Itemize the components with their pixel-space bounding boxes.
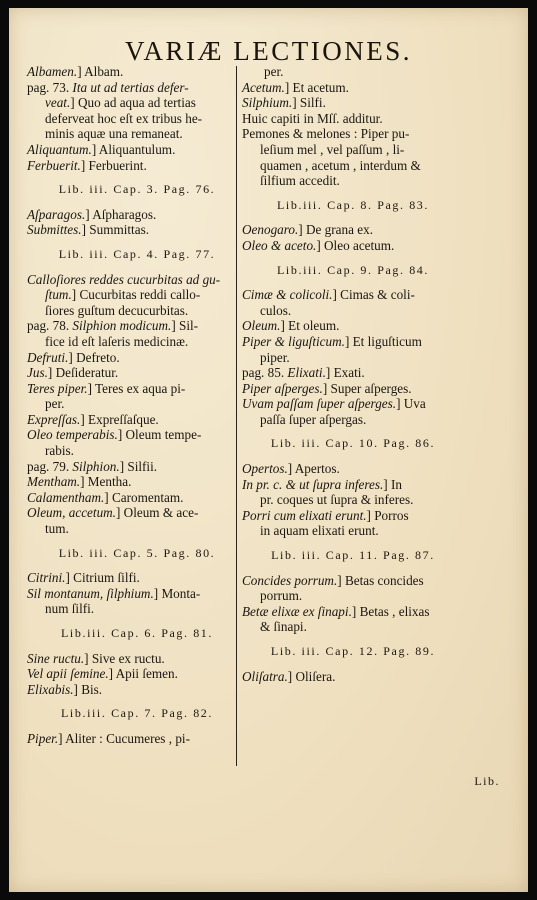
entry-line: ſiores guſtum decucurbitas.	[45, 302, 189, 318]
variant-reading-entry	[242, 396, 464, 427]
variant-reading-entry	[242, 80, 464, 96]
entry-line: deferveat hoc eſt ex tribus he-	[45, 110, 203, 126]
entry-line: Defruti.] Defreto.	[27, 349, 120, 365]
variant-reading-entry	[27, 412, 247, 428]
entry-line: minis aquæ una remaneat.	[45, 126, 183, 142]
variant-reading-entry	[242, 508, 464, 539]
variant-reading-entry	[27, 318, 247, 349]
variant-reading-entry	[242, 365, 464, 381]
entry-line: Oleum.] Et oleum.	[242, 318, 340, 334]
entry-line: Jus.] Deſideratur.	[27, 365, 119, 381]
entry-line: In pr. c. & ut ſupra inferes.] In	[242, 476, 402, 492]
entry-line: Cimæ & colicoli.] Cimas & coli-	[242, 287, 415, 303]
chapter-heading: Lib.iii. Cap. 6. Pag. 81.	[61, 626, 213, 640]
book-page	[9, 8, 528, 892]
entry-line: Piper aſperges.] Super aſperges.	[242, 380, 412, 396]
entry-line: Teres piper.] Teres ex aqua pi-	[27, 380, 186, 396]
entry-line: Uvam paſſam ſuper aſperges.] Uva	[242, 396, 426, 412]
entry-line: Huic capiti in Mſſ. additur.	[242, 110, 383, 126]
chapter-heading: Lib. iii. Cap. 10. Pag. 86.	[270, 436, 436, 451]
entry-line: Porri cum elixati erunt.] Porros	[242, 507, 409, 523]
entry-line: Oenogaro.] De grana ex.	[242, 222, 373, 238]
entry-line: Oleum, accetum.] Oleum & ace-	[27, 505, 199, 521]
entry-line: quamen , acetum , interdum &	[260, 157, 421, 173]
entry-line: Calloſiores reddes cucurbitas ad gu-	[27, 271, 221, 287]
entry-line: culos.	[260, 302, 292, 318]
variant-reading-entry	[27, 570, 247, 586]
page-title: VARIÆ LECTIONES.	[124, 36, 412, 66]
entry-line: Silphium.] Silfi.	[242, 95, 326, 111]
variant-reading-entry	[242, 669, 464, 685]
entry-line: tum.	[45, 521, 69, 537]
variant-reading-entry	[242, 334, 464, 365]
variant-reading-entry	[242, 64, 464, 80]
variant-reading-entry	[27, 427, 247, 458]
chapter-heading: Lib. iii. Cap. 11. Pag. 87.	[271, 548, 435, 563]
variant-reading-entry	[27, 682, 247, 698]
entry-line: Mentham.] Mentha.	[27, 474, 132, 490]
entry-line: Calamentham.] Caromentam.	[27, 489, 184, 505]
entry-line: Sine ructu.] Sive ex ructu.	[27, 650, 165, 666]
entry-line: Aliquantum.] Aliquantulum.	[27, 141, 176, 157]
chapter-heading: Lib. iii. Cap. 3. Pag. 76.	[58, 182, 216, 197]
entry-line: Vel apii ſemine.] Apii ſemen.	[27, 666, 178, 682]
variant-reading-entry	[27, 490, 247, 506]
variant-reading-entry	[242, 461, 464, 477]
entry-line: fice id eſt laſeris medicinæ.	[45, 333, 189, 349]
entry-line: Acetum.] Et acetum.	[242, 79, 349, 95]
variant-reading-entry	[27, 365, 247, 381]
entry-line: Sil montanum, ſilphium.] Monta-	[27, 585, 201, 601]
entry-line: leſium mel , vel paſſum , li-	[260, 141, 405, 157]
variant-reading-entry	[242, 95, 464, 111]
catchword: Lib.	[474, 774, 500, 788]
entry-line: pag. 85. Elixati.] Exati.	[242, 365, 365, 381]
chapter-heading: Lib.iii. Cap. 9. Pag. 84.	[277, 262, 429, 277]
chapter-heading: Lib. iii. Cap. 4. Pag. 77.	[58, 246, 216, 261]
entry-line: Expreſſas.] Expreſſaſque.	[27, 411, 159, 427]
entry-line: pag. 73. Ita ut ad tertias defer-	[27, 79, 189, 95]
variant-reading-entry	[242, 238, 464, 254]
entry-line: paſſa ſuper aſpergas.	[260, 411, 367, 427]
entry-line: porrum.	[260, 588, 303, 604]
variant-reading-entry	[242, 604, 464, 635]
variant-reading-entry	[27, 207, 247, 223]
variant-reading-entry	[242, 318, 464, 334]
chapter-heading: Lib.iii. Cap. 7. Pag. 82.	[61, 706, 213, 721]
variant-reading-entry	[27, 505, 247, 536]
entry-line: Submittes.] Summittas.	[27, 222, 149, 238]
entry-line: Betæ elixæ ex ſinapi.] Betas , elixas	[242, 603, 430, 619]
variant-reading-entry	[27, 80, 247, 142]
entry-line: in aquam elixati erunt.	[260, 523, 379, 539]
entry-line: Pemones & melones : Piper pu-	[242, 126, 410, 142]
entry-line: Albamen.] Albam.	[27, 64, 124, 79]
chapter-heading: Lib. iii. Cap. 12. Pag. 89.	[270, 644, 436, 658]
right-column	[242, 64, 464, 684]
variant-reading-entry	[242, 126, 464, 188]
variant-reading-entry	[27, 64, 247, 80]
entry-line: rabis.	[45, 443, 74, 459]
variant-reading-entry	[27, 474, 247, 490]
entry-line: veat.] Quo ad aqua ad tertias	[45, 95, 196, 111]
entry-line: pag. 78. Silphion modicum.] Sil-	[27, 318, 199, 334]
variant-reading-entry	[27, 381, 247, 412]
left-column	[27, 64, 247, 747]
entry-line: pr. coques ut ſupra & inferes.	[260, 492, 414, 508]
entry-line: Elixabis.] Bis.	[27, 681, 103, 697]
variant-reading-entry	[242, 111, 464, 127]
entry-line: Oliſatra.] Oliſera.	[242, 668, 336, 684]
variant-reading-entry	[27, 459, 247, 475]
entry-line: & ſinapi.	[260, 619, 307, 635]
variant-reading-entry	[242, 287, 464, 318]
entry-line: piper.	[260, 349, 290, 365]
entry-line: Piper.] Aliter : Cucumeres , pi-	[27, 730, 190, 746]
variant-reading-entry	[242, 573, 464, 604]
variant-reading-entry	[27, 272, 247, 319]
variant-reading-entry	[27, 731, 247, 747]
variant-reading-entry	[27, 142, 247, 158]
entry-line: Citrini.] Citrium ſilfi.	[27, 570, 140, 586]
entry-line: ſtum.] Cucurbitas reddi callo-	[45, 287, 201, 303]
variant-reading-entry	[27, 222, 247, 238]
entry-line: Ferbuerit.] Ferbuerint.	[27, 157, 147, 173]
entry-line: ſilfium accedit.	[260, 173, 340, 189]
variant-reading-entry	[27, 350, 247, 366]
chapter-heading: Lib. iii. Cap. 5. Pag. 80.	[58, 545, 216, 560]
variant-reading-entry	[27, 158, 247, 174]
variant-reading-entry	[27, 651, 247, 667]
entry-line: Oleo temperabis.] Oleum tempe-	[27, 427, 202, 443]
entry-line: per.	[264, 64, 284, 79]
variant-reading-entry	[242, 477, 464, 508]
variant-reading-entry	[27, 586, 247, 617]
variant-reading-entry	[242, 381, 464, 397]
entry-line: Oleo & aceto.] Oleo acetum.	[242, 237, 395, 253]
entry-line: num ſilfi.	[45, 601, 95, 617]
chapter-heading: Lib.iii. Cap. 8. Pag. 83.	[277, 197, 429, 212]
entry-line: Aſparagos.] Aſpharagos.	[27, 206, 157, 222]
entry-line: Opertos.] Apertos.	[242, 461, 340, 477]
entry-line: per.	[45, 396, 65, 412]
entry-line: pag. 79. Silphion.] Silfii.	[27, 458, 158, 474]
variant-reading-entry	[242, 222, 464, 238]
variant-reading-entry	[27, 666, 247, 682]
entry-line: Piper & liguſticum.] Et liguſticum	[242, 333, 422, 349]
entry-line: Concides porrum.] Betas concides	[242, 572, 424, 588]
